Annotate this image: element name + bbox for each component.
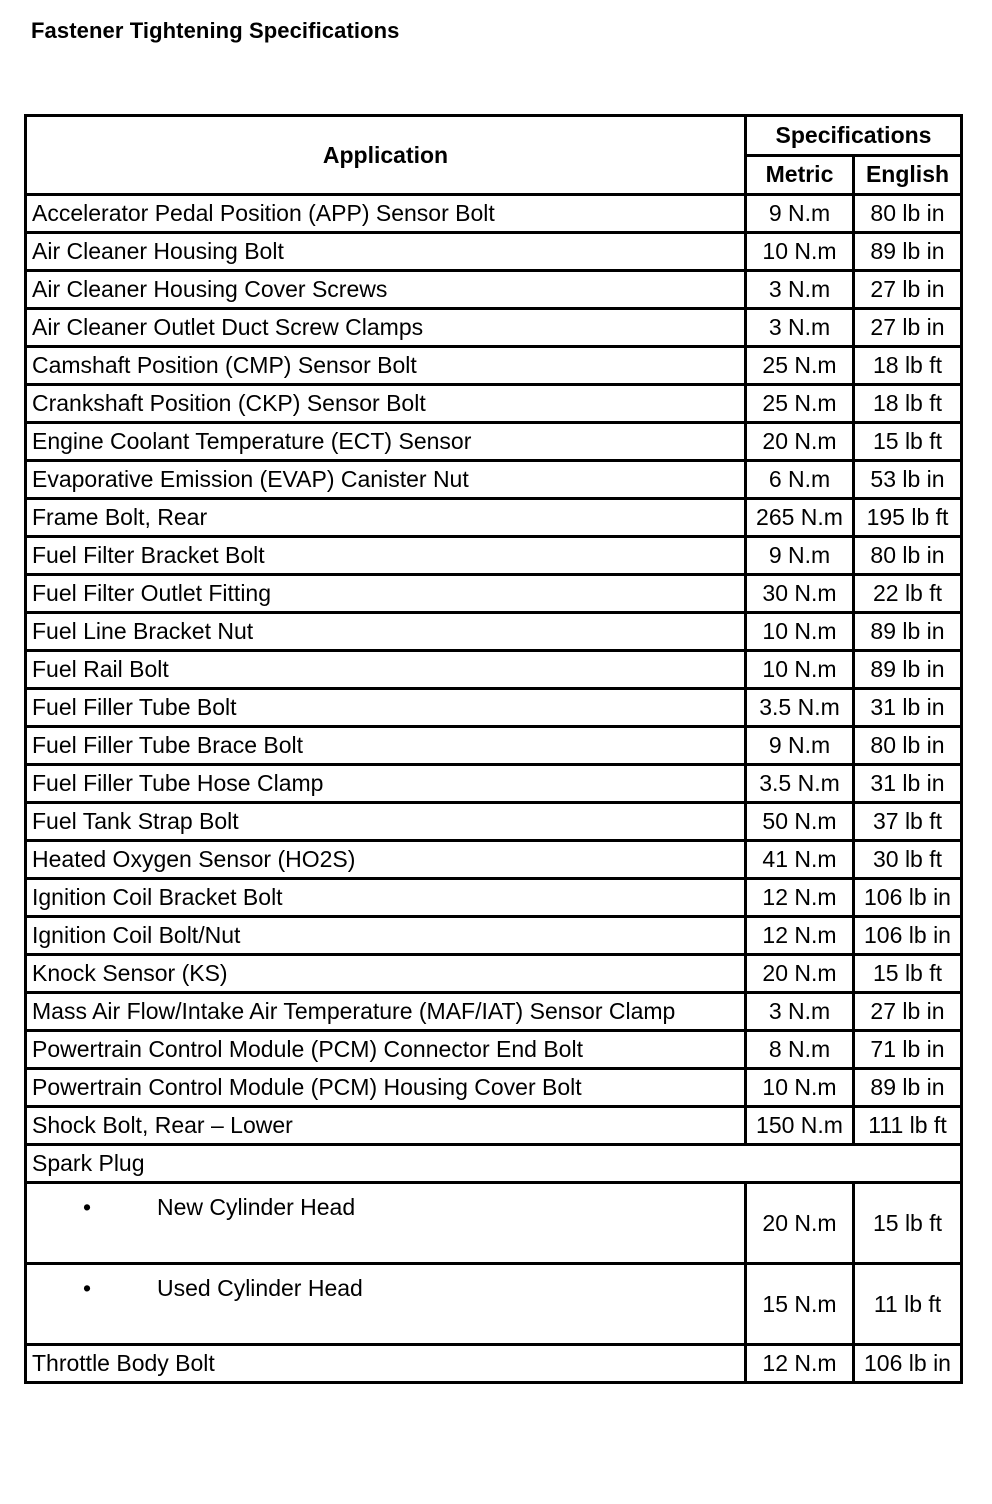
english-cell: 195 lb ft bbox=[854, 499, 962, 537]
application-cell: Throttle Body Bolt bbox=[26, 1345, 746, 1383]
application-cell bbox=[26, 1183, 746, 1264]
metric-cell: 3 N.m bbox=[746, 271, 854, 309]
application-cell: Fuel Filler Tube Bolt bbox=[26, 689, 746, 727]
metric-cell: 12 N.m bbox=[746, 1345, 854, 1383]
table-row bbox=[26, 233, 962, 271]
metric-cell: 10 N.m bbox=[746, 1069, 854, 1107]
application-cell: Powertrain Control Module (PCM) Housing Cover Bolt bbox=[26, 1069, 746, 1107]
table-row bbox=[26, 1069, 962, 1107]
metric-cell: 25 N.m bbox=[746, 385, 854, 423]
sub-application-label: New Cylinder Head bbox=[157, 1194, 356, 1220]
english-cell: 80 lb in bbox=[854, 537, 962, 575]
page-title: Fastener Tightening Specifications bbox=[31, 18, 400, 43]
metric-cell: 3 N.m bbox=[746, 309, 854, 347]
metric-cell: 10 N.m bbox=[746, 651, 854, 689]
english-cell: 31 lb in bbox=[854, 689, 962, 727]
application-cell: Heated Oxygen Sensor (HO2S) bbox=[26, 841, 746, 879]
application-cell: Powertrain Control Module (PCM) Connector End Bolt bbox=[26, 1031, 746, 1069]
metric-cell: 265 N.m bbox=[746, 499, 854, 537]
application-cell: Knock Sensor (KS) bbox=[26, 955, 746, 993]
application-cell: Camshaft Position (CMP) Sensor Bolt bbox=[26, 347, 746, 385]
application-cell: Air Cleaner Outlet Duct Screw Clamps bbox=[26, 309, 746, 347]
metric-cell: 12 N.m bbox=[746, 879, 854, 917]
application-cell: Fuel Tank Strap Bolt bbox=[26, 803, 746, 841]
metric-cell: 10 N.m bbox=[746, 233, 854, 271]
english-cell: 27 lb in bbox=[854, 271, 962, 309]
english-cell: 22 lb ft bbox=[854, 575, 962, 613]
application-cell: Frame Bolt, Rear bbox=[26, 499, 746, 537]
application-cell: Fuel Filter Outlet Fitting bbox=[26, 575, 746, 613]
sub-application-label: Used Cylinder Head bbox=[157, 1275, 363, 1301]
english-cell: 15 lb ft bbox=[854, 423, 962, 461]
metric-cell: 20 N.m bbox=[746, 955, 854, 993]
application-cell: Mass Air Flow/Intake Air Temperature (MAF/IAT) Sensor Clamp bbox=[26, 993, 746, 1031]
table-row bbox=[26, 765, 962, 803]
table-row bbox=[26, 727, 962, 765]
table-row bbox=[26, 423, 962, 461]
spark-plug-sub-row bbox=[26, 1264, 962, 1345]
table-row bbox=[26, 575, 962, 613]
english-cell: 30 lb ft bbox=[854, 841, 962, 879]
table-row bbox=[26, 347, 962, 385]
metric-cell: 41 N.m bbox=[746, 841, 854, 879]
table-row bbox=[26, 195, 962, 233]
application-cell: Fuel Line Bracket Nut bbox=[26, 613, 746, 651]
metric-cell: 10 N.m bbox=[746, 613, 854, 651]
metric-cell: 6 N.m bbox=[746, 461, 854, 499]
spark-plug-group-row bbox=[26, 1145, 962, 1183]
english-cell: 111 lb ft bbox=[854, 1107, 962, 1145]
metric-cell: 50 N.m bbox=[746, 803, 854, 841]
fastener-spec-table bbox=[24, 114, 963, 1384]
table-header-row bbox=[26, 116, 962, 156]
metric-cell: 9 N.m bbox=[746, 727, 854, 765]
specifications-header: Specifications bbox=[746, 116, 962, 156]
application-cell: Fuel Rail Bolt bbox=[26, 651, 746, 689]
english-cell: 80 lb in bbox=[854, 727, 962, 765]
metric-cell: 20 N.m bbox=[746, 423, 854, 461]
metric-cell: 3 N.m bbox=[746, 993, 854, 1031]
table-row bbox=[26, 385, 962, 423]
metric-cell: 9 N.m bbox=[746, 195, 854, 233]
application-cell: Ignition Coil Bolt/Nut bbox=[26, 917, 746, 955]
application-cell: Fuel Filter Bracket Bolt bbox=[26, 537, 746, 575]
application-header: Application bbox=[26, 116, 746, 195]
table-row bbox=[26, 499, 962, 537]
table-row bbox=[26, 537, 962, 575]
application-cell: Crankshaft Position (CKP) Sensor Bolt bbox=[26, 385, 746, 423]
table-row bbox=[26, 917, 962, 955]
metric-cell: 9 N.m bbox=[746, 537, 854, 575]
english-cell: 106 lb in bbox=[854, 1345, 962, 1383]
spark-plug-sub-row bbox=[26, 1183, 962, 1264]
table-row bbox=[26, 955, 962, 993]
application-cell: Fuel Filler Tube Hose Clamp bbox=[26, 765, 746, 803]
metric-cell: 30 N.m bbox=[746, 575, 854, 613]
table-row bbox=[26, 461, 962, 499]
table-row bbox=[26, 689, 962, 727]
english-cell: 89 lb in bbox=[854, 651, 962, 689]
table-row bbox=[26, 879, 962, 917]
table-row bbox=[26, 803, 962, 841]
application-cell: Engine Coolant Temperature (ECT) Sensor bbox=[26, 423, 746, 461]
metric-cell: 8 N.m bbox=[746, 1031, 854, 1069]
english-cell: 106 lb in bbox=[854, 879, 962, 917]
table-row bbox=[26, 993, 962, 1031]
bullet-icon: • bbox=[83, 1194, 92, 1220]
metric-cell: 3.5 N.m bbox=[746, 765, 854, 803]
metric-cell: 20 N.m bbox=[746, 1183, 854, 1264]
table-row bbox=[26, 1345, 962, 1383]
table-row bbox=[26, 651, 962, 689]
application-cell: Air Cleaner Housing Bolt bbox=[26, 233, 746, 271]
application-cell: Ignition Coil Bracket Bolt bbox=[26, 879, 746, 917]
application-cell: Accelerator Pedal Position (APP) Sensor Bolt bbox=[26, 195, 746, 233]
english-cell: 18 lb ft bbox=[854, 347, 962, 385]
english-cell: 31 lb in bbox=[854, 765, 962, 803]
english-cell: 106 lb in bbox=[854, 917, 962, 955]
english-cell: 15 lb ft bbox=[854, 955, 962, 993]
table-row bbox=[26, 1031, 962, 1069]
english-cell: 89 lb in bbox=[854, 1069, 962, 1107]
english-cell: 27 lb in bbox=[854, 309, 962, 347]
metric-cell: 15 N.m bbox=[746, 1264, 854, 1345]
table-row bbox=[26, 1107, 962, 1145]
english-cell: 89 lb in bbox=[854, 233, 962, 271]
english-cell: 15 lb ft bbox=[854, 1183, 962, 1264]
english-cell: 53 lb in bbox=[854, 461, 962, 499]
application-cell: Evaporative Emission (EVAP) Canister Nut bbox=[26, 461, 746, 499]
metric-header: Metric bbox=[746, 155, 854, 195]
application-cell: Air Cleaner Housing Cover Screws bbox=[26, 271, 746, 309]
application-cell: Fuel Filler Tube Brace Bolt bbox=[26, 727, 746, 765]
metric-cell: 12 N.m bbox=[746, 917, 854, 955]
english-header: English bbox=[854, 155, 962, 195]
application-cell: Shock Bolt, Rear – Lower bbox=[26, 1107, 746, 1145]
english-cell: 80 lb in bbox=[854, 195, 962, 233]
application-cell bbox=[26, 1264, 746, 1345]
bullet-icon: • bbox=[83, 1275, 92, 1301]
english-cell: 71 lb in bbox=[854, 1031, 962, 1069]
table-row bbox=[26, 309, 962, 347]
table-row bbox=[26, 841, 962, 879]
spark-plug-label: Spark Plug bbox=[26, 1145, 962, 1183]
metric-cell: 3.5 N.m bbox=[746, 689, 854, 727]
english-cell: 89 lb in bbox=[854, 613, 962, 651]
table-row bbox=[26, 271, 962, 309]
english-cell: 18 lb ft bbox=[854, 385, 962, 423]
table-row bbox=[26, 613, 962, 651]
english-cell: 27 lb in bbox=[854, 993, 962, 1031]
english-cell: 37 lb ft bbox=[854, 803, 962, 841]
english-cell: 11 lb ft bbox=[854, 1264, 962, 1345]
metric-cell: 150 N.m bbox=[746, 1107, 854, 1145]
metric-cell: 25 N.m bbox=[746, 347, 854, 385]
